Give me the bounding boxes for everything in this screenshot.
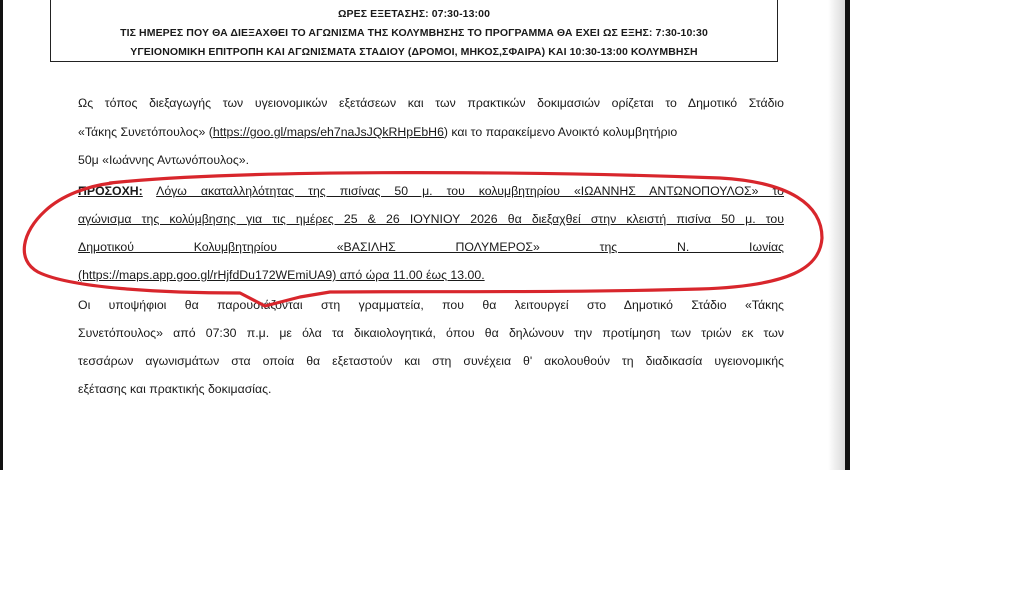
notice-line1-text: Λόγω ακαταλληλότητας της πισίνας 50 μ. του κολυμβητηρίου «ΙΩΑΝΝΗΣ ΑΝΤΩΝΟΠΟΥΛΟΣ» το (156, 184, 784, 198)
para2-line1: Οι υποψήφιοι θα παρουσιάζονται στη γραμματεία, που θα λειτουργεί στο Δημοτικό Στάδιο «Τάκης (78, 298, 784, 312)
para1-line3: 50μ «Ιωάννης Αντωνόπουλος». (78, 153, 250, 167)
swimming-days-schedule-line: ΤΙΣ ΗΜΕΡΕΣ ΠΟΥ ΘΑ ΔΙΕΞΑΧΘΕΙ ΤΟ ΑΓΩΝΙΣΜΑ ΤΗΣ ΚΟΛΥΜΒΗΣΗΣ ΤΟ ΠΡΟΓΡΑΜΜΑ ΘΑ ΕΧΕΙ ΩΣ ΕΞΗΣ: 7:30-10:30 (120, 27, 708, 39)
para1-line1: Ως τόπος διεξαγωγής των υγειονομικών εξετάσεων και των πρακτικών δοκιμασιών ορίζεται το Δημοτικό Στάδιο (78, 96, 784, 110)
pool-map-link[interactable]: (https://maps.app.goo.gl/rHjfdDu172WEmiUA9) (78, 268, 337, 282)
exam-hours-line: ΩΡΕΣ ΕΞΕΤΑΣΗΣ: 07:30-13:00 (337, 8, 491, 20)
notice-time: από ώρα 11.00 έως 13.00. (336, 268, 485, 282)
para2-line4: εξέτασης και πρακτικής δοκιμασίας. (78, 382, 272, 396)
ellipse-stroke (24, 173, 822, 306)
para2-line2: Συνετόπουλος» από 07:30 π.μ. με όλα τα δικαιολογητικά, όπου θα δηλώνουν την προτίμηση των τριών εκ των (78, 326, 784, 340)
para2-line3: τεσσάρων αγωνισμάτων στα οποία θα εξεταστούν και στη συνέχεια θ' ακολουθούν τη διαδικασία υγειονομικής (78, 354, 784, 368)
para1-line2-prefix: «Τάκης Συνετόπουλος» ( (78, 125, 213, 139)
stadium-map-link[interactable]: https://goo.gl/maps/eh7naJsJQkRHpEbH6 (212, 125, 444, 139)
notice-line3: Δημοτικού Κολυμβητηρίου «ΒΑΣΙΛΗΣ ΠΟΛΥΜΕΡΟΣ» της Ν. Ιωνίας (78, 240, 784, 254)
notice-label: ΠΡΟΣΟΧΗ: (78, 184, 143, 198)
para1-line2-suffix: ) και το παρακείμενο Ανοικτό κολυμβητήριο (443, 125, 678, 139)
committee-events-line: ΥΓΕΙΟΝΟΜΙΚΗ ΕΠΙΤΡΟΠΗ ΚΑΙ ΑΓΩΝΙΣΜΑΤΑ ΣΤΑΔΙΟΥ (ΔΡΟΜΟΙ, ΜΗΚΟΣ,ΣΦΑΙΡΑ) ΚΑΙ 10:30-13:00 ΚΟΛΥΜΒΗΣΗ (130, 46, 698, 58)
notice-line2: αγώνισμα της κολύμβησης για τις ημέρες 25 & 26 ΙΟΥΝΙΟΥ 2026 θα διεξαχθεί στην κλειστή πισίνα 50 μ. του (78, 212, 784, 226)
